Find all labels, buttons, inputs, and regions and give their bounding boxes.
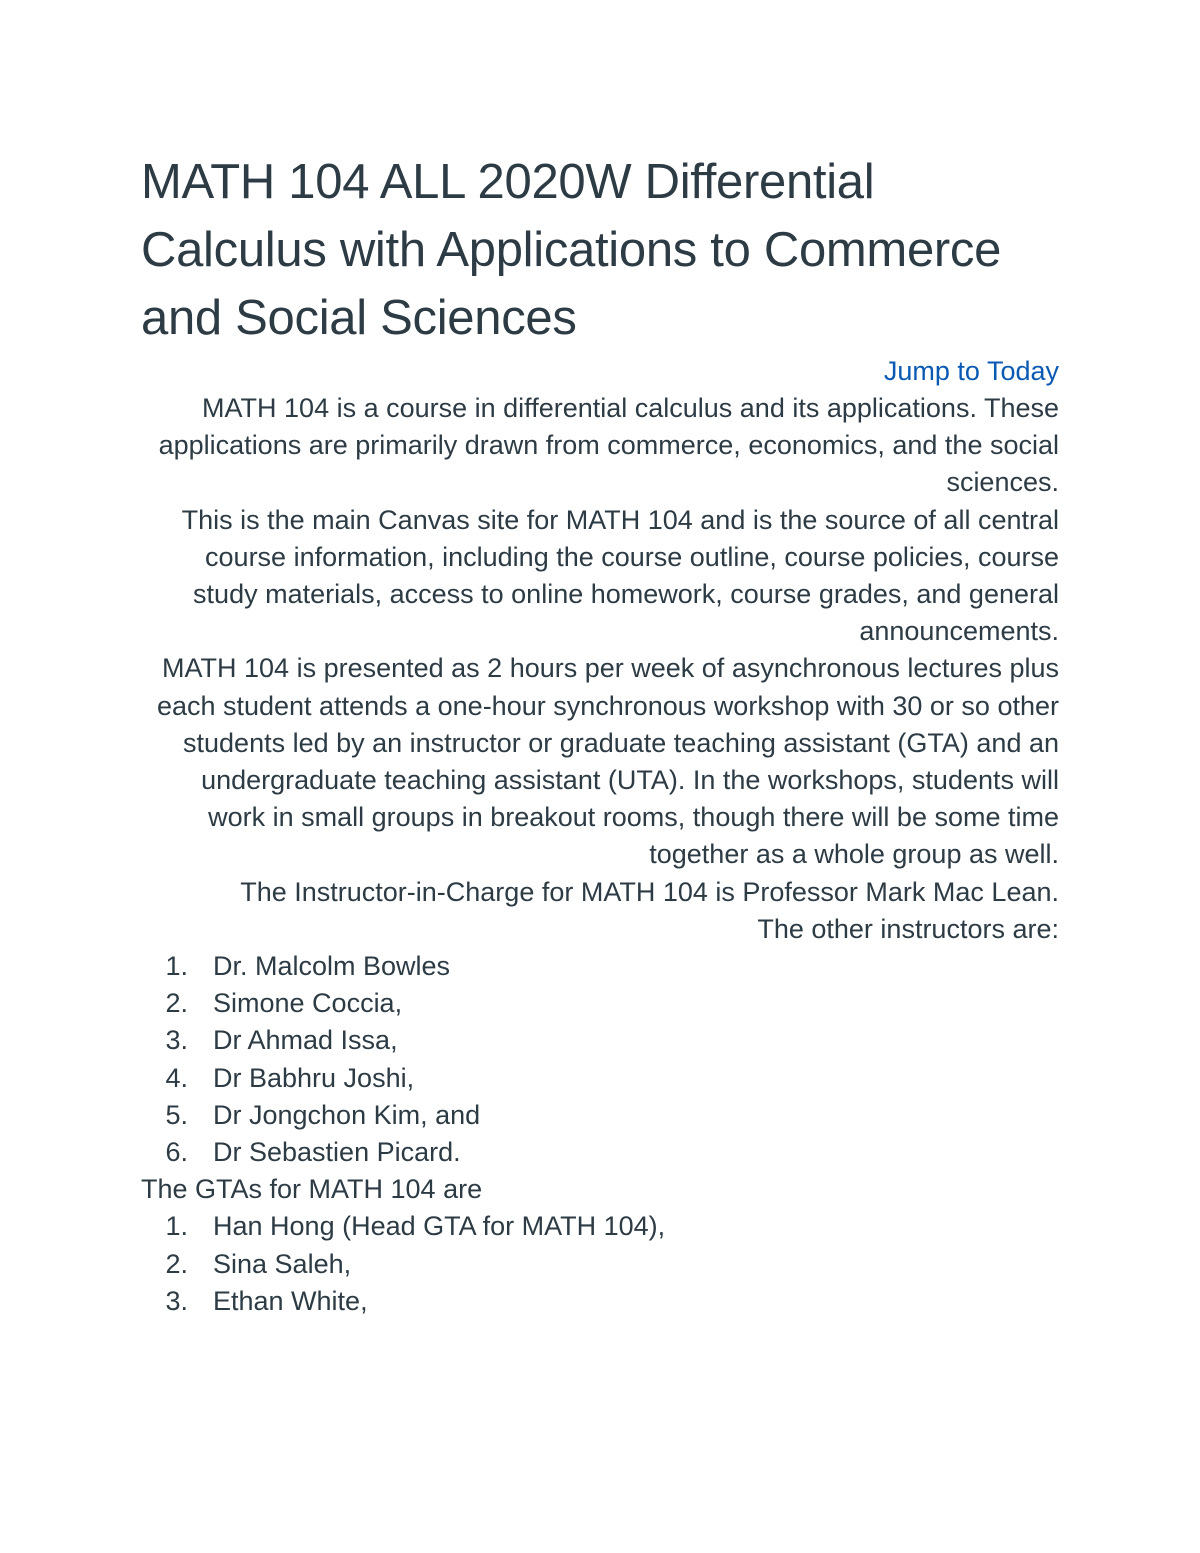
instructors-list bbox=[141, 948, 1059, 1171]
gtas-list bbox=[141, 1208, 1059, 1320]
instructor-name: Dr. Malcolm Bowles bbox=[213, 951, 451, 982]
list-item bbox=[141, 1097, 1059, 1134]
document-page bbox=[141, 148, 1059, 1320]
list-number: 3. bbox=[165, 1285, 188, 1316]
instructor-name: Dr Ahmad Issa, bbox=[213, 1025, 398, 1056]
list-number: 4. bbox=[165, 1062, 188, 1093]
canvas-site-paragraph: This is the main Canvas site for MATH 104 and is the source of all central course information, including the course outline, course policies, course study materials, access to online homework, course grades, and general announcements. bbox=[181, 504, 1059, 647]
other-instructors-heading: The other instructors are: bbox=[757, 913, 1059, 944]
list-number: 1. bbox=[165, 951, 188, 982]
list-item bbox=[141, 1208, 1059, 1245]
format-paragraph: MATH 104 is presented as 2 hours per week of asynchronous lectures plus each student attends a one-hour synchronous workshop with 30 or so other students led by an instructor or graduate teaching assistant (GTA) and an undergraduate teaching assistant (UTA). In the workshops, students will work in small groups in breakout rooms, though there will be some time together as a whole group as well. bbox=[156, 653, 1059, 870]
list-number: 5. bbox=[165, 1099, 188, 1130]
instructor-name: Dr Sebastien Picard. bbox=[213, 1137, 461, 1168]
list-number: 6. bbox=[165, 1137, 188, 1168]
list-item bbox=[141, 1134, 1059, 1171]
gta-name: Sina Saleh, bbox=[213, 1248, 352, 1279]
list-item bbox=[141, 948, 1059, 985]
gtas-heading: The GTAs for MATH 104 are bbox=[141, 1174, 483, 1205]
intro-paragraph: MATH 104 is a course in differential calculus and its applications. These applications are primarily drawn from commerce, economics, and the social sciences. bbox=[158, 393, 1059, 498]
list-item bbox=[141, 1283, 1059, 1320]
list-item bbox=[141, 1060, 1059, 1097]
page-title: MATH 104 ALL 2020W Differential Calculus with Applications to Commerce and Social Sciences bbox=[141, 155, 1002, 345]
list-item bbox=[141, 1022, 1059, 1059]
list-item bbox=[141, 1246, 1059, 1283]
jump-to-today-link[interactable]: Jump to Today bbox=[883, 356, 1059, 386]
list-number: 3. bbox=[165, 1025, 188, 1056]
instructor-name: Dr Jongchon Kim, and bbox=[213, 1099, 481, 1130]
list-number: 2. bbox=[165, 1248, 188, 1279]
instructor-in-charge-paragraph: The Instructor-in-Charge for MATH 104 is Professor Mark Mac Lean. bbox=[240, 876, 1059, 907]
instructor-name: Simone Coccia, bbox=[213, 988, 403, 1019]
gta-name: Ethan White, bbox=[213, 1285, 368, 1316]
list-number: 1. bbox=[165, 1211, 188, 1242]
list-number: 2. bbox=[165, 988, 188, 1019]
list-item bbox=[141, 985, 1059, 1022]
gta-name: Han Hong (Head GTA for MATH 104), bbox=[213, 1211, 666, 1242]
instructor-name: Dr Babhru Joshi, bbox=[213, 1062, 415, 1093]
